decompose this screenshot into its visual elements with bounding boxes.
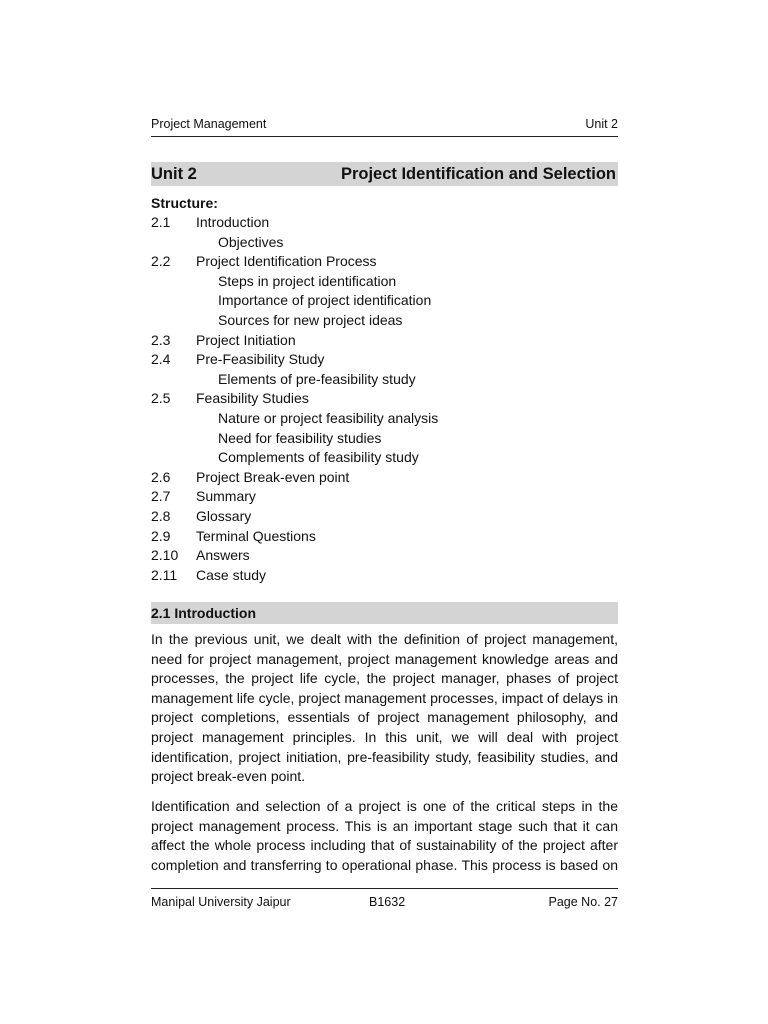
footer-page-number: Page No. 27 bbox=[548, 895, 618, 909]
toc-item-number: 2.2 bbox=[151, 253, 171, 270]
toc-item-label: Elements of pre-feasibility study bbox=[218, 370, 416, 387]
toc-item-label: Summary bbox=[196, 488, 256, 505]
toc-item-number: 2.4 bbox=[151, 351, 171, 368]
footer-university: Manipal University Jaipur bbox=[151, 895, 291, 909]
toc-item-number: 2.1 bbox=[151, 214, 171, 230]
toc-subitem bbox=[151, 311, 618, 331]
toc-item-number: 2.6 bbox=[151, 468, 171, 485]
toc-item bbox=[151, 527, 618, 547]
toc-item bbox=[151, 350, 618, 370]
toc-item-label: Project Initiation bbox=[196, 331, 296, 348]
footer-course-code: B1632 bbox=[369, 895, 406, 909]
toc-subitem bbox=[151, 448, 618, 468]
paragraph-line: affect the whole process including that of sustainability of the project after bbox=[151, 837, 618, 854]
toc-item-label: Case study bbox=[196, 566, 267, 583]
toc-item-number: 2.8 bbox=[151, 507, 171, 524]
toc-subitem bbox=[151, 233, 618, 253]
toc-item-number: 2.7 bbox=[151, 488, 171, 505]
paragraph-line: processes, the project life cycle, the project manager, phases of project bbox=[151, 670, 618, 687]
toc-item-number: 2.5 bbox=[151, 390, 171, 407]
toc-subitem bbox=[151, 370, 618, 390]
page-header bbox=[151, 117, 618, 137]
paragraph-line: Identification and selection of a project is one of the critical steps in the bbox=[151, 798, 618, 814]
toc-item-number: 2.9 bbox=[151, 527, 171, 544]
toc-item-label: Need for feasibility studies bbox=[218, 429, 382, 446]
toc-item bbox=[151, 546, 618, 566]
paragraph-introduction bbox=[151, 630, 618, 787]
toc-item-label: Project Break-even point bbox=[196, 468, 350, 485]
toc-item bbox=[151, 252, 618, 272]
toc-item-label: Introduction bbox=[196, 214, 270, 230]
toc-item-number: 2.10 bbox=[151, 547, 179, 564]
unit-title: Project Identification and Selection bbox=[340, 165, 616, 183]
paragraph-line: project completions, essentials of project management philosophy, and bbox=[151, 709, 618, 726]
paragraph-line: identification, project initiation, pre-feasibility study, feasibility studies, and bbox=[151, 748, 618, 765]
toc-item-label: Sources for new project ideas bbox=[218, 311, 403, 328]
toc-item-label: Project Identification Process bbox=[196, 253, 377, 270]
toc-item-label: Terminal Questions bbox=[196, 527, 316, 544]
toc-subitem bbox=[151, 429, 618, 449]
paragraph-line: completion and transferring to operational phase. This process is based on bbox=[151, 856, 618, 873]
toc-item bbox=[151, 331, 618, 351]
toc-item-label: Nature or project feasibility analysis bbox=[218, 409, 439, 426]
toc-item bbox=[151, 213, 618, 233]
paragraph-line: project management process. This is an important stage such that it can bbox=[151, 817, 618, 834]
toc-item-label: Complements of feasibility study bbox=[218, 449, 419, 466]
paragraph-line: project management principles. In this unit, we will deal with project bbox=[151, 728, 618, 745]
section-heading-text: 2.1 Introduction bbox=[151, 605, 256, 621]
document-page bbox=[151, 0, 618, 1024]
structure-label: Structure: bbox=[151, 195, 218, 211]
toc-item bbox=[151, 468, 618, 488]
toc-item bbox=[151, 507, 618, 527]
paragraph-line: management life cycle, project management processes, impact of delays in bbox=[151, 689, 618, 706]
toc-item-label: Answers bbox=[196, 547, 250, 564]
header-unit-label: Unit 2 bbox=[585, 117, 618, 131]
section-heading bbox=[151, 602, 618, 624]
toc-item-label: Objectives bbox=[218, 233, 284, 250]
unit-title-bar bbox=[151, 162, 618, 186]
toc-item bbox=[151, 487, 618, 507]
toc-subitem bbox=[151, 291, 618, 311]
toc-item-number: 2.3 bbox=[151, 331, 171, 348]
toc-item-label: Pre-Feasibility Study bbox=[196, 351, 325, 368]
toc-item-label: Importance of project identification bbox=[218, 292, 432, 309]
paragraph-line: need for project management, project management knowledge areas and bbox=[151, 650, 618, 667]
toc-item bbox=[151, 566, 618, 586]
toc-item-label: Glossary bbox=[196, 507, 252, 524]
toc-item-label: Feasibility Studies bbox=[196, 390, 309, 407]
paragraph-identification bbox=[151, 797, 618, 875]
toc-subitem bbox=[151, 272, 618, 292]
toc-item-label: Steps in project identification bbox=[218, 272, 397, 289]
paragraph-line: project break-even point. bbox=[151, 768, 306, 785]
table-of-contents bbox=[151, 213, 618, 585]
toc-item-number: 2.11 bbox=[151, 566, 178, 583]
paragraph-line: In the previous unit, we dealt with the definition of project management, bbox=[151, 631, 618, 647]
toc-item bbox=[151, 389, 618, 409]
page-footer bbox=[151, 888, 618, 913]
header-course-title: Project Management bbox=[151, 117, 267, 131]
toc-subitem bbox=[151, 409, 618, 429]
unit-number: Unit 2 bbox=[151, 165, 197, 183]
